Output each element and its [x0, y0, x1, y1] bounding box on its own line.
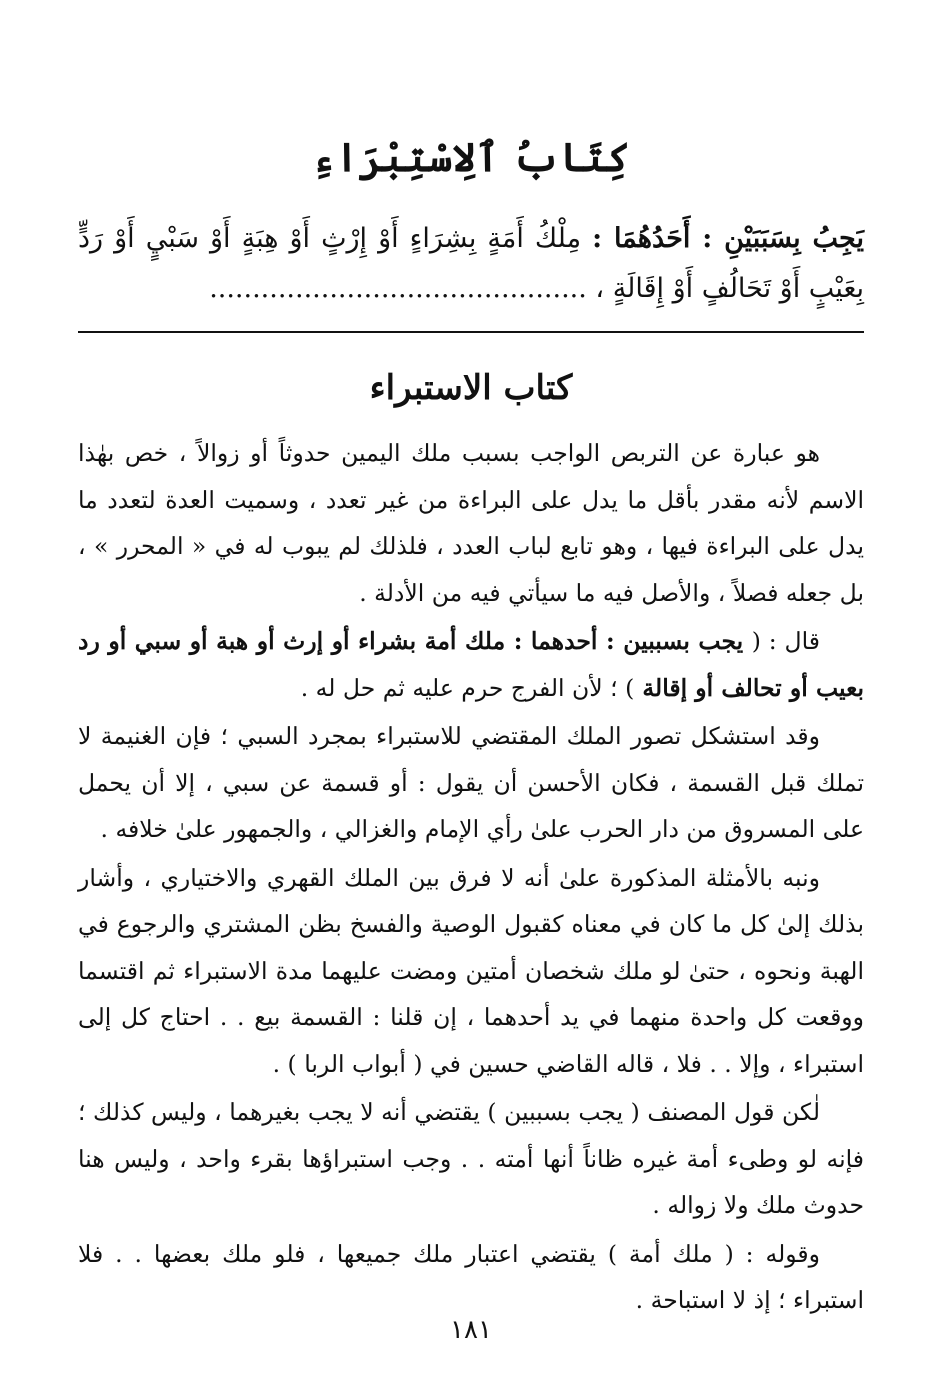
paragraph-4: ونبه بالأمثلة المذكورة علىٰ أنه لا فرق بين الملك القهري والاختياري ، وأشار بذلك إلىٰ كل ما كان في معناه كقبول الوصية والفسخ بظن المشتري والرجوع في الهبة ونحوه ، حتىٰ لو ملك شخصان أمتين ومضت عليهما مدة الاستبراء ثم اقتسما ووقعت كل واحدة منهما في يد أحدهما ، إن قلنا : القسمة بيع . . احتاج كل إلى استبراء ، وإلا . . فلا ، قاله القاضي حسين في ( أبواب الربا ) . — [78, 863, 864, 1078]
book-page — [78, 0, 864, 1377]
paragraph-3: وقد استشكل تصور الملك المقتضي للاستبراء بمجرد السبي ؛ فإن الغنيمة لا تملك قبل القسمة ، فكان الأحسن أن يقول : أو قسمة عن سبي ، إلا أن يحمل على المسروق من دار الحرب علىٰ رأي الإمام والغزالي ، والجمهور علىٰ خلافه . — [78, 722, 864, 843]
quoted-matn: يجب بسببين : أحدهما : ملك أمة بشراء أو إرث أو هبة أو سبي أو رد بعيب أو تحالف أو إقالة — [78, 627, 864, 702]
paragraph-1: هو عبارة عن التربص الواجب بسبب ملك اليمين حدوثاً أو زوالاً ، خص بهٰذا الاسم لأنه مقدر بأقل ما يدل على البراءة من غير تعدد ، وسميت العدة لتعدد ما يدل على البراءة فيها ، وهو تابع لباب العدد ، فلذلك لم يبوب له في « المحرر » ، بل جعله فصلاً ، والأصل فيه ما سيأتي فيه من الأدلة . — [78, 439, 864, 607]
separator-rule — [78, 331, 864, 333]
paragraph-5: لٰكن قول المصنف ( يجب بسببين ) يقتضي أنه لا يجب بغيرهما ، وليس كذلك ؛ فإنه لو وطىء أمة غيره ظاناً أنها أمته . . وجب استبراؤها بقرء واحد ، وليس هنا حدوث ملك ولا زواله . — [78, 1098, 864, 1219]
quote-open: قال : ( — [751, 627, 821, 655]
matn-chapter-title: كِتَابُ ٱلِاسْتِبْرَاءِ — [311, 134, 631, 181]
paragraph-2 — [78, 618, 864, 711]
page-number: ١٨١ — [450, 1315, 492, 1345]
sharh-text — [78, 430, 864, 1324]
matn-dots: ............................................ — [209, 273, 587, 304]
quote-close: ) ؛ لأن الفرج حرم عليه ثم حل له . — [300, 673, 635, 702]
matn-text — [78, 214, 864, 314]
paragraph-6: وقوله : ( ملك أمة ) يقتضي اعتبار ملك جميعها ، فلو ملك بعضها . . فلا استبراء ؛ إذ لا استباحة . — [78, 1239, 864, 1314]
sharh-chapter-title: كتاب الاستبراء — [369, 368, 573, 408]
matn-body: مِلْكُ أَمَةٍ بِشِرَاءٍ أَوْ إِرْثٍ أَوْ هِبَةٍ أَوْ سَبْيٍ أَوْ رَدٍّ بِعَيْبٍ أَوْ تَحَالُفٍ أَوْ إِقَالَةٍ ، — [78, 223, 864, 304]
matn-lead: يَجِبُ بِسَبَبَيْنِ : أَحَدُهُمَا : — [592, 223, 865, 254]
